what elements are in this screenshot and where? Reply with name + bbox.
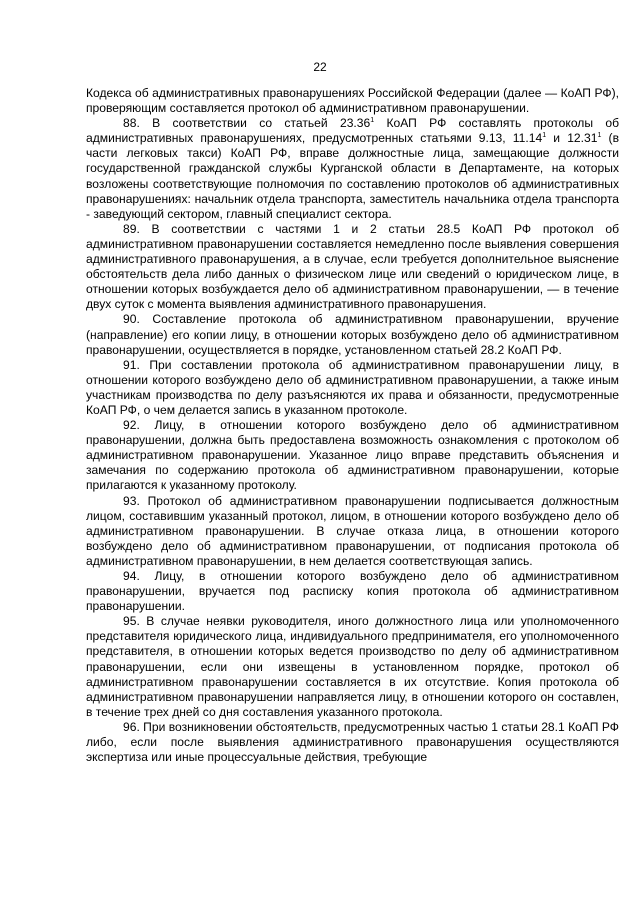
text-run: 96. При возникновении обстоятельств, предусмотренных частью 1 статьи 28.1 КоАП РФ либо, если после выявления административного правонарушения осуществляются экспертиза или иные процессуальные действия, требующие — [86, 719, 619, 765]
text-run: 94. Лицу, в отношении которого возбуждено дело об административном правонарушении, вручается под расписку копия протокола об административном правонарушении. — [86, 569, 619, 614]
text-run: Кодекса об административных правонарушениях Российской Федерации (далее — КоАП РФ), проверяющим составляется протокол об административном правонарушении. — [86, 86, 619, 116]
superscript-index: 1 — [542, 132, 547, 140]
paragraph-p95 — [86, 614, 619, 720]
paragraph-p88 — [86, 116, 619, 222]
paragraph-p96 — [86, 720, 619, 765]
page-number: 22 — [313, 60, 327, 74]
text-run: и 12.31 — [546, 131, 598, 146]
text-run: КоАП РФ составлять протоколы об административных правонарушениях, предусмотренных статьями 9.13, 11.14 — [86, 116, 619, 146]
text-run: (в части легковых такси) КоАП РФ, вправе должностные лица, замещающие должности государственной гражданской службы Курганской области в Департаменте, на которых возложены соответствующие полномочия по составлению протоколов об административных правонарушениях: начальник отдела транспорта, заместитель начальника отдела транспорта - заведующий сектором, главный специалист сектора. — [86, 131, 619, 221]
text-run: 90. Составление протокола об административном правонарушении, вручение (направление) его копии лицу, в отношении которых возбуждено дело об административном правонарушении, осуществляется в порядке, установленном статьей 28.2 КоАП РФ. — [86, 312, 619, 357]
paragraph-p92 — [86, 418, 619, 493]
text-run: 95. В случае неявки руководителя, иного должностного лица или уполномоченного представителя юридического лица, индивидуального предпринимателя, его уполномоченного представителя, в отношении которых ведется производство по делу об административном правонарушении, если они извещены в установленном порядке, протокол об административном правонарушении составляется в их отсутствие. Копия протокола об административном правонарушении направляется лицу, в отношении которого он составлен, в течение трех дней со дня составления указанного протокола. — [86, 614, 619, 719]
text-run: 88. В соответствии со статьей 23.36 — [123, 116, 371, 131]
text-run: 92. Лицу, в отношении которого возбуждено дело об административном правонарушении, должна быть предоставлена возможность ознакомления с протоколом об административном правонарушении. Указанное лицо вправе представить объяснения и замечания по содержанию протокола об административном правонарушении, которые прилагаются к указанному протоколу. — [86, 418, 619, 493]
paragraph-p89 — [86, 222, 619, 313]
paragraph-p-cont — [86, 86, 619, 116]
paragraph-p94 — [86, 569, 619, 614]
text-run: 89. В соответствии с частями 1 и 2 статьи 28.5 КоАП РФ протокол об административном правонарушении составляется немедленно после выявления совершения административного правонарушения, а в случае, если требуется дополнительное выяснение обстоятельств дела либо данных о физическом лице или сведений о юридическом лице, в отношении которых возбуждается дело об административном правонарушении, — в течение двух суток с момента выявления административного правонарушения. — [86, 221, 619, 312]
paragraph-p93 — [86, 494, 619, 569]
superscript-index: 1 — [370, 117, 375, 125]
paragraph-p90 — [86, 312, 619, 357]
text-run: 91. При составлении протокола об административном правонарушении лицу, в отношении которого возбуждено дело об административном правонарушении, а также иным участникам производства по делу разъясняются их права и обязанности, предусмотренные КоАП РФ, о чем делается запись в указанном протоколе. — [86, 357, 619, 417]
paragraph-p91 — [86, 358, 619, 418]
document-body — [86, 86, 619, 765]
text-run: 93. Протокол об административном правонарушении подписывается должностным лицом, составившим указанный протокол, лицом, в отношении которого возбуждено дело об административном правонарушении. В случае отказа лица, в отношении которого возбуждено дело об административном правонарушении, от подписания протокола об административном правонарушении, в нем делается соответствующая запись. — [86, 493, 619, 568]
superscript-index: 1 — [597, 132, 602, 140]
